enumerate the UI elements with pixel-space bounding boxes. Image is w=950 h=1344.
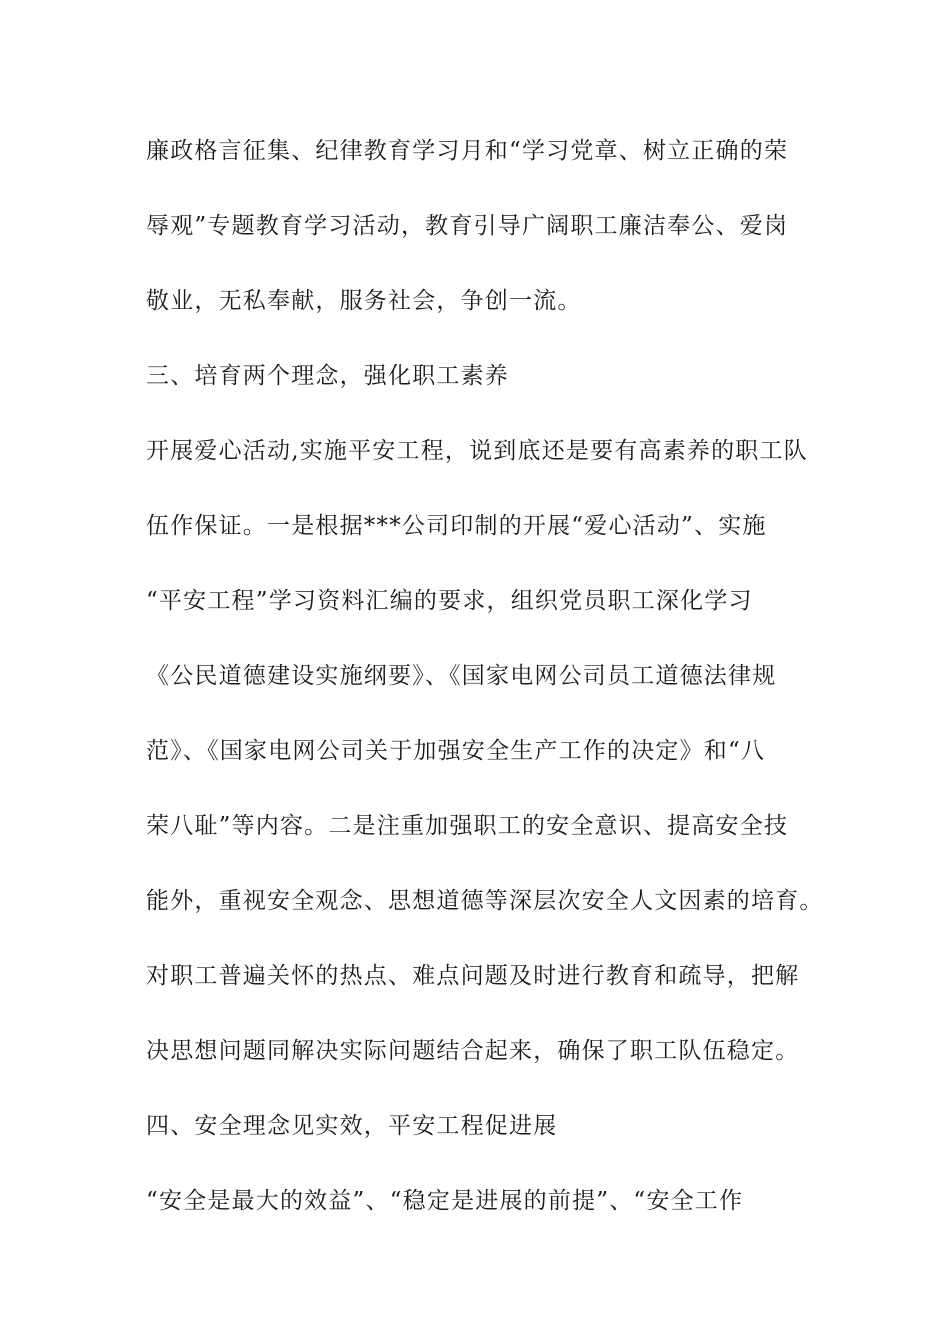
paragraph-line: 范》、《国家电网公司关于加强安全生产工作的决定》和“八: [146, 738, 766, 764]
paragraph-line: 决思想问题同解决实际问题结合起来，确保了职工队伍稳定。: [146, 1038, 800, 1064]
paragraph-line: 廉政格言征集、纪律教育学习月和“学习党章、树立正确的荣: [146, 138, 789, 164]
paragraph-line: 开展爱心活动,实施平安工程，说到底还是要有高素养的职工队: [146, 438, 808, 464]
paragraph-line: “安全是最大的效益”、“稳定是进展的前提”、“安全工作: [146, 1188, 744, 1214]
paragraph-line: 能外，重视安全观念、思想道德等深层次安全人文因素的培育。: [146, 888, 824, 914]
document-body: [146, 128, 836, 1253]
section-heading-4: 四、安全理念见实效，平安工程促进展: [146, 1113, 558, 1139]
section-heading-3: 三、培育两个理念，强化职工素养: [146, 363, 509, 389]
paragraph-line: 辱观”专题教育学习活动，教育引导广阔职工廉洁奉公、爱岗: [146, 213, 789, 239]
paragraph-line: 对职工普遍关怀的热点、难点问题及时进行教育和疏导，把解: [146, 963, 800, 989]
paragraph-line: 荣八耻”等内容。二是注重加强职工的安全意识、提高安全技: [146, 813, 789, 839]
paragraph-line: 《公民道德建设实施纲要》、《国家电网公司员工道德法律规: [146, 663, 777, 689]
paragraph-line: 敬业，无私奉献，服务社会，争创一流。: [146, 288, 582, 314]
paragraph-line: “平安工程”学习资料汇编的要求，组织党员职工深化学习: [146, 588, 753, 614]
paragraph-line: 伍作保证。一是根据***公司印制的开展“爱心活动”、实施: [146, 513, 767, 539]
